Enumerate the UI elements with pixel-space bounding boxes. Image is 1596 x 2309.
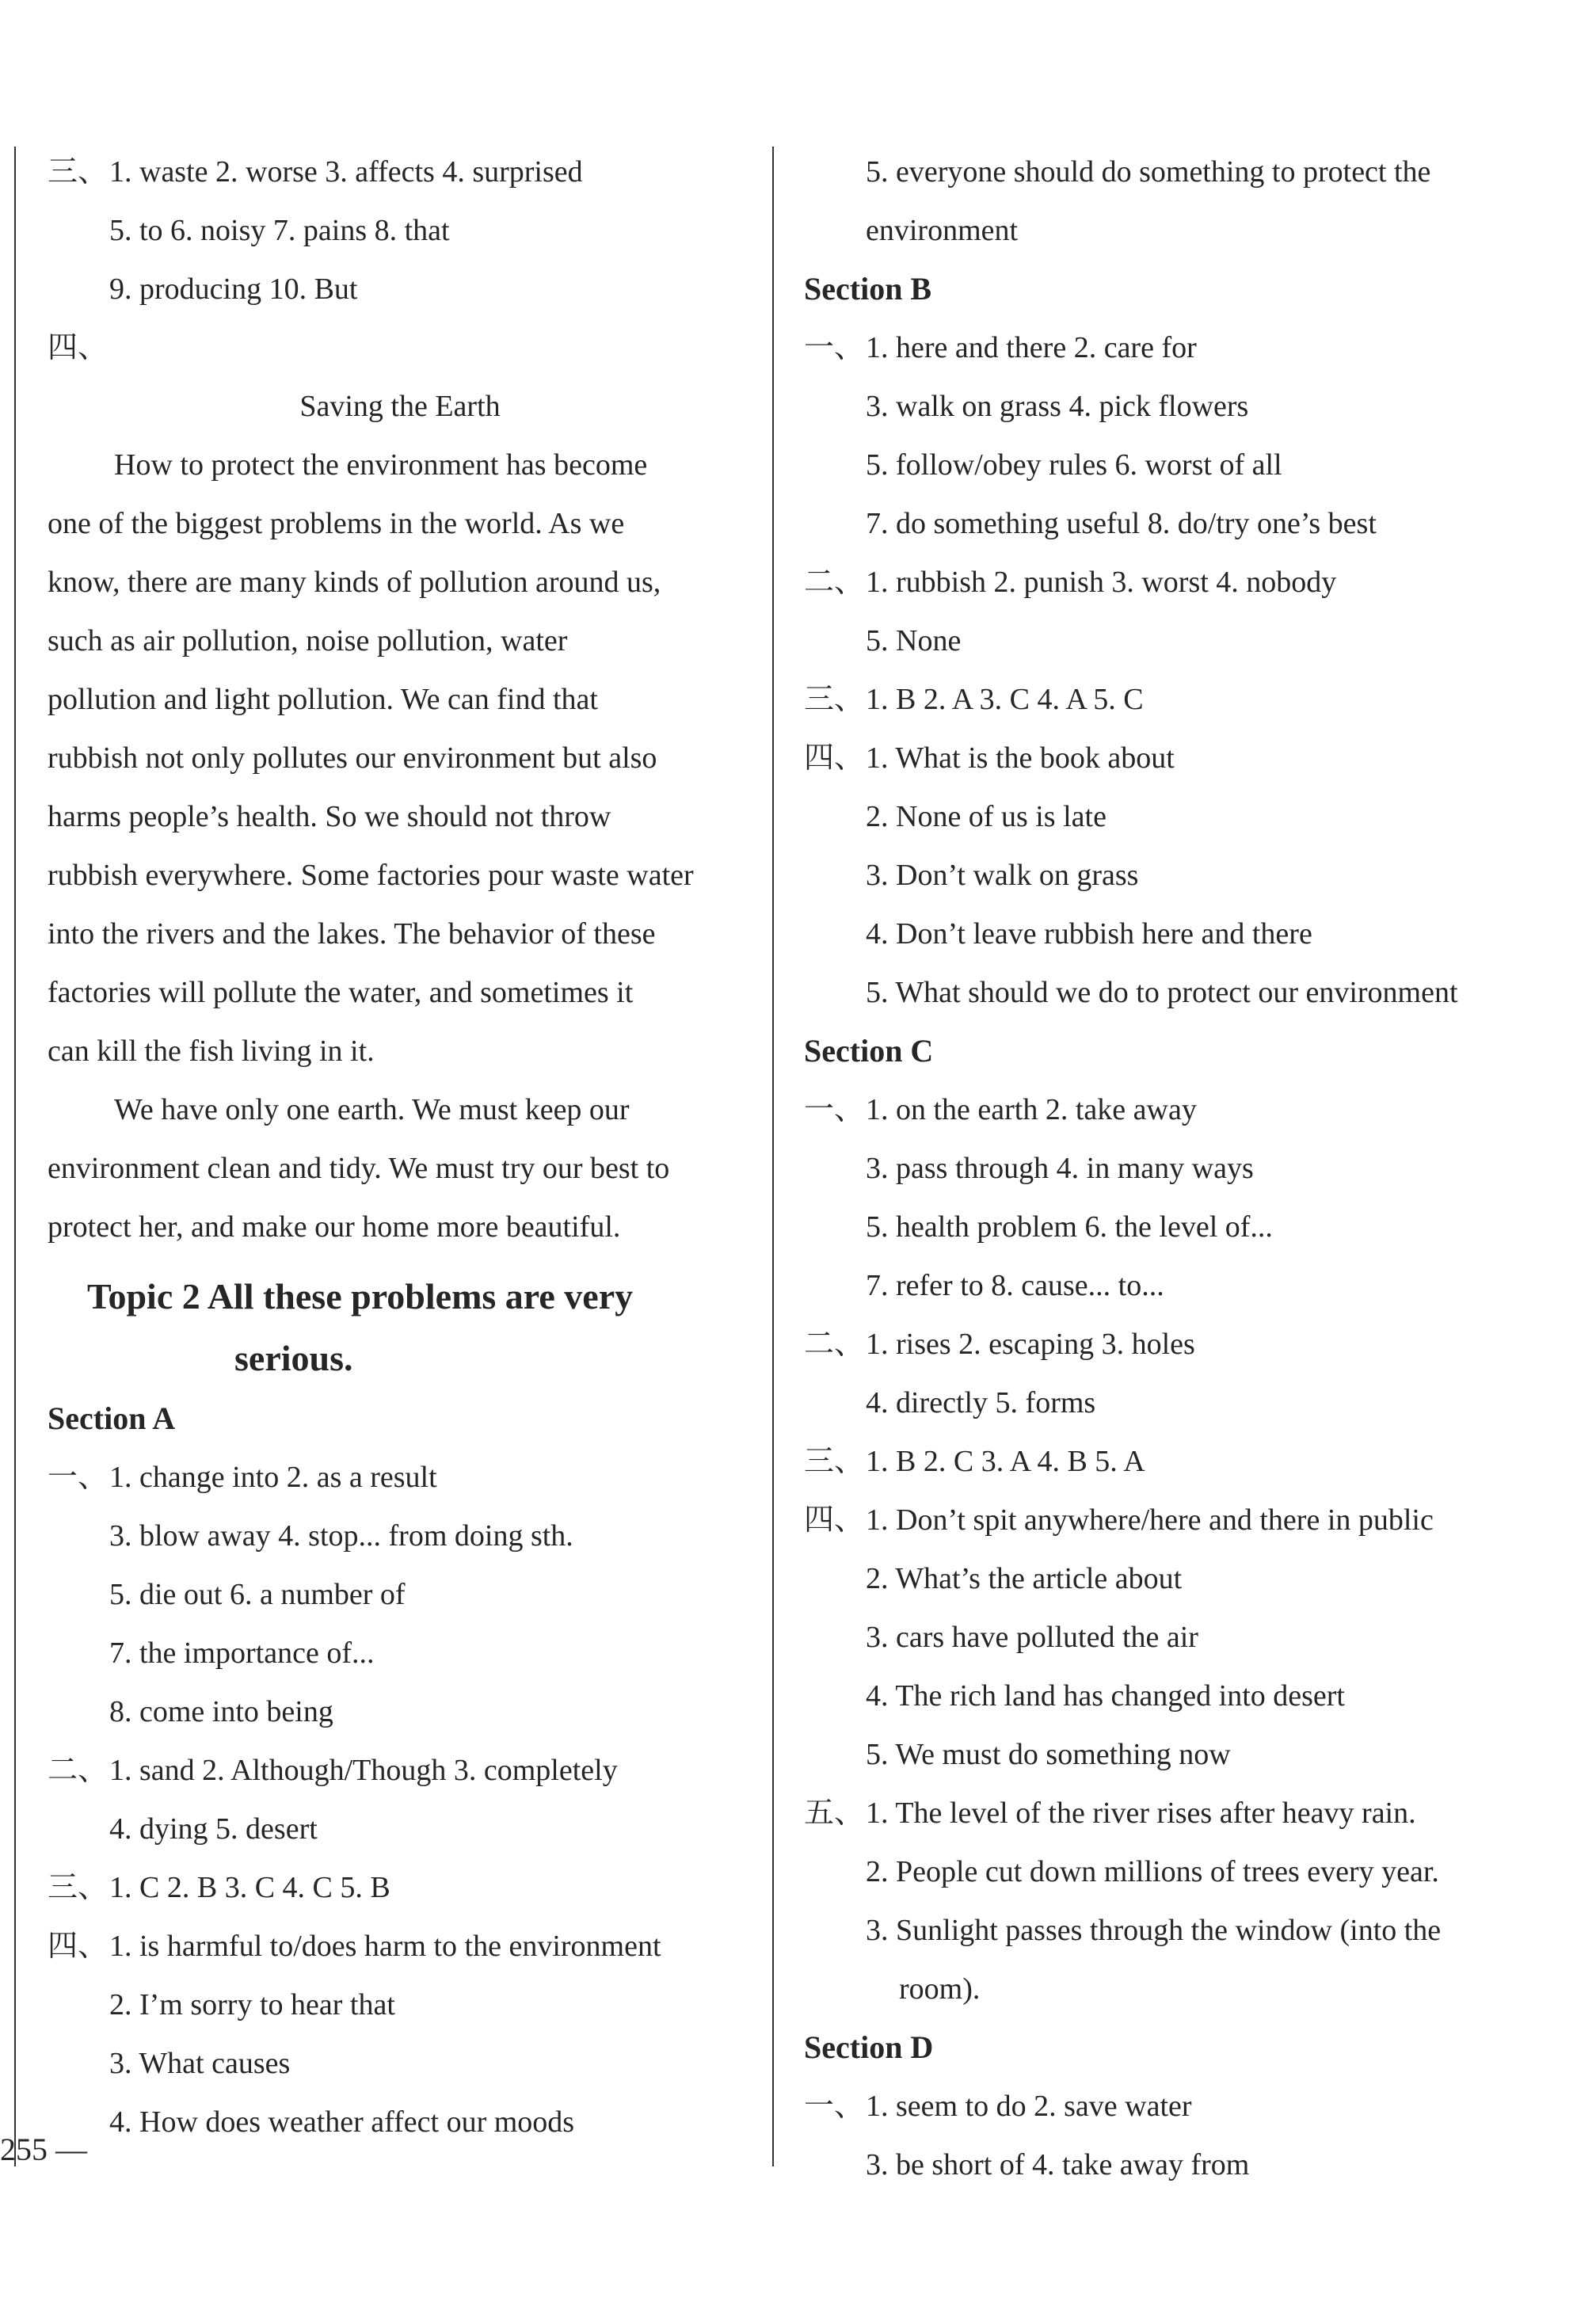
answer-line: 3. be short of 4. take away from (866, 2148, 1250, 2181)
item-marker: 一、 (804, 1093, 865, 1126)
answer-line: 3. What causes (109, 2047, 291, 2080)
answer-line (48, 318, 752, 377)
item-marker: 二、 (804, 1328, 865, 1361)
answer-line (804, 553, 1533, 612)
answer-text: 1. waste 2. worse 3. affects 4. surprised (109, 155, 583, 189)
item-marker: 四、 (48, 331, 109, 364)
answer-text: 1. The level of the river rises after heavy rain. (866, 1797, 1416, 1830)
section-heading: Section C (804, 1033, 934, 1069)
answer-line: 3. blow away 4. stop... from doing sth. (109, 1519, 573, 1553)
essay-line: protect her, and make our home more beautiful. (48, 1210, 621, 1244)
answer-line: 2. People cut down millions of trees every year. (866, 1855, 1439, 1888)
essay-line: environment clean and tidy. We must try our best to (48, 1152, 670, 1185)
answer-text: 1. sand 2. Although/Though 3. completely (109, 1754, 618, 1787)
answer-line: environment (866, 214, 1019, 247)
answer-line (804, 1315, 1533, 1374)
item-marker: 三、 (48, 155, 109, 189)
answer-line: 5. None (866, 624, 962, 657)
item-marker: 四、 (804, 741, 865, 775)
essay-title: Saving the Earth (299, 390, 501, 423)
answer-line: 2. None of us is late (866, 800, 1107, 833)
answer-line (48, 1741, 752, 1800)
item-marker: 三、 (804, 683, 865, 716)
item-marker: 四、 (804, 1503, 865, 1537)
answer-line: 4. The rich land has changed into desert (866, 1679, 1345, 1713)
answer-line (48, 1917, 752, 1976)
item-marker: 二、 (48, 1754, 109, 1787)
column-divider (772, 147, 774, 2166)
answer-line (804, 670, 1533, 729)
essay-line: We have only one earth. We must keep our (114, 1093, 630, 1126)
section-heading: Section D (804, 2029, 934, 2065)
essay-line: pollution and light pollution. We can find that (48, 683, 598, 716)
answer-line (804, 318, 1533, 377)
item-marker: 三、 (804, 1445, 865, 1478)
answer-text: 1. is harmful to/does harm to the environment (109, 1930, 661, 1963)
answer-text: 1. seem to do 2. save water (866, 2090, 1192, 2123)
answer-text: 1. rubbish 2. punish 3. worst 4. nobody (866, 566, 1337, 599)
answer-line: 7. the importance of... (109, 1636, 375, 1670)
answer-line: 5. to 6. noisy 7. pains 8. that (109, 214, 450, 247)
answer-line: 4. Don’t leave rubbish here and there (866, 917, 1312, 951)
essay-line: know, there are many kinds of pollution around us, (48, 566, 661, 599)
answer-line (804, 1432, 1533, 1491)
answer-text: 1. What is the book about (866, 741, 1175, 775)
answer-line: 4. How does weather affect our moods (109, 2105, 575, 2139)
answer-line: 5. health problem 6. the level of... (866, 1210, 1273, 1244)
answer-line: 3. Don’t walk on grass (866, 859, 1139, 892)
answer-line: 3. walk on grass 4. pick flowers (866, 390, 1249, 423)
answer-line (804, 2077, 1533, 2136)
answer-text: 1. here and there 2. care for (866, 331, 1197, 364)
section-heading: Section A (48, 1400, 176, 1436)
essay-line: into the rivers and the lakes. The behavior of these (48, 917, 656, 951)
section-heading: Section B (804, 271, 932, 307)
answer-line (48, 1858, 752, 1917)
essay-line: can kill the fish living in it. (48, 1034, 375, 1068)
item-marker: 四、 (48, 1930, 109, 1963)
topic-heading-line: Topic 2 All these problems are very (87, 1276, 634, 1316)
answer-line (804, 1080, 1533, 1139)
topic-heading (48, 1266, 752, 1389)
answer-line: 9. producing 10. But (109, 272, 358, 306)
essay-line: one of the biggest problems in the world. As we (48, 507, 625, 540)
essay-line: harms people’s health. So we should not throw (48, 800, 611, 833)
item-marker: 一、 (48, 1461, 109, 1494)
answer-text: 1. change into 2. as a result (109, 1461, 437, 1494)
answer-line: 4. dying 5. desert (109, 1812, 318, 1846)
answer-text: 1. on the earth 2. take away (866, 1093, 1197, 1126)
essay-line: How to protect the environment has become (114, 448, 648, 482)
answer-text: 1. B 2. C 3. A 4. B 5. A (866, 1445, 1145, 1478)
answer-line: 3. Sunlight passes through the window (into the (866, 1914, 1442, 1947)
answer-line: 3. pass through 4. in many ways (866, 1152, 1254, 1185)
answer-line: 3. cars have polluted the air (866, 1621, 1198, 1654)
answer-line: room). (899, 1972, 981, 2006)
answer-line (804, 729, 1533, 787)
answer-line (804, 1491, 1533, 1549)
answer-text: 1. C 2. B 3. C 4. C 5. B (109, 1871, 390, 1904)
right-column (804, 143, 1533, 2194)
answer-line (804, 1784, 1533, 1842)
answer-line: 5. follow/obey rules 6. worst of all (866, 448, 1282, 482)
answer-line: 5. die out 6. a number of (109, 1578, 406, 1611)
item-marker: 一、 (804, 331, 865, 364)
item-marker: 二、 (804, 566, 865, 599)
answer-line: 2. What’s the article about (866, 1562, 1183, 1595)
essay-paragraph (48, 436, 752, 1080)
answer-text: 1. Don’t spit anywhere/here and there in public (866, 1503, 1434, 1537)
essay-line: such as air pollution, noise pollution, water (48, 624, 568, 657)
answer-line: 5. We must do something now (866, 1738, 1231, 1771)
item-marker: 三、 (48, 1871, 109, 1904)
answer-line: 5. What should we do to protect our environment (866, 976, 1458, 1009)
topic-heading-line: serious. (234, 1338, 353, 1378)
left-column (48, 143, 752, 2151)
answer-text: 1. rises 2. escaping 3. holes (866, 1328, 1195, 1361)
essay-line: rubbish not only pollutes our environment but also (48, 741, 657, 775)
item-marker: 五、 (804, 1797, 865, 1830)
item-marker: 一、 (804, 2090, 865, 2123)
essay-paragraph (48, 1080, 752, 1256)
essay-line: factories will pollute the water, and sometimes it (48, 976, 634, 1009)
answer-line: 5. everyone should do something to protect the (866, 155, 1431, 189)
page-number: 255 — (0, 2132, 87, 2167)
answer-line: 7. do something useful 8. do/try one’s best (866, 507, 1377, 540)
answer-line: 8. come into being (109, 1695, 333, 1728)
answer-line (48, 1448, 752, 1507)
answer-line: 4. directly 5. forms (866, 1386, 1096, 1419)
left-margin-rule (14, 147, 16, 2166)
answer-line (48, 143, 752, 201)
answer-line: 2. I’m sorry to hear that (109, 1988, 395, 2021)
essay-line: rubbish everywhere. Some factories pour waste water (48, 859, 694, 892)
answer-line: 7. refer to 8. cause... to... (866, 1269, 1164, 1302)
answer-text: 1. B 2. A 3. C 4. A 5. C (866, 683, 1144, 716)
